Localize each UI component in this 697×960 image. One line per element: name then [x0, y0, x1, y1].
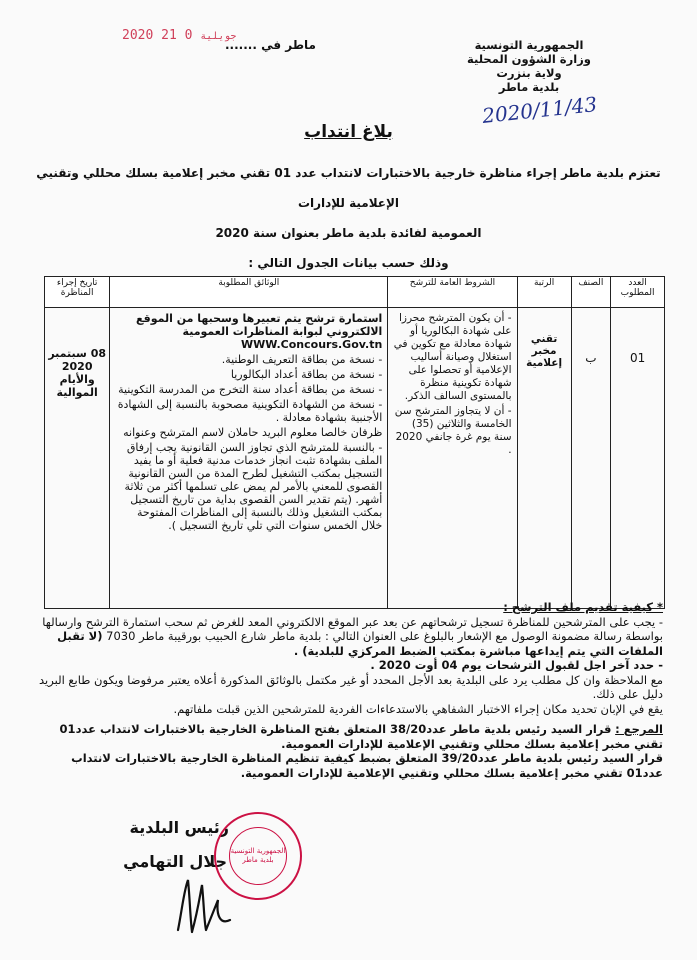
- letterhead: [429, 38, 629, 94]
- municipality-name: بلدية ماطر: [498, 80, 560, 94]
- howto-paragraph-1: - يجب على المترشحين للمناظرة تسجيل ترشحاتهم عن بعد عبر الموقع الالكتروني المعد للغرض ثم سحب استمارة الترشح وارسالها بواسطة رسالة مضمونة الوصول مع الإشعار بالبلوغ على العنوان التالي : بلدية ماطر شارع الحبيب بورقيبة ماطر 7030 (لا تقبل الملفات التي يتم إيداعها مباشرة بمكتب الضبط المركزي للبلدية) .: [42, 614, 663, 658]
- header-category: الصنف: [571, 277, 611, 308]
- ministry-name: وزارة الشؤون المحلية: [467, 52, 591, 66]
- cell-category: ب: [571, 308, 611, 609]
- handwritten-signature: [170, 870, 240, 940]
- application-instructions: [36, 600, 663, 780]
- document-item: - بالنسبة للمترشح الذي تجاوز السن القانونية يجب إرفاق الملف بشهادة تثبت انجاز خدمات مدنية فعلية أو ما يفيد التسجيل بمكتب التشغيل لطرح المدة من السن القانونية القصوى للمعني بالأمر لم يمض على تسلمها أكثر من ثلاثة أشهر. (يتم تقدير السن القصوى بداية من تاريخ التسجيل بمكتب التشغيل وذلك بالنسبة إلى المناظرات المفتوحة خلال الخمس سنوات التي تلي تاريخ التسجيل ).: [124, 441, 383, 532]
- governorate-name: ولاية بنزرت: [496, 66, 562, 80]
- signatory-title: رئيس البلدية: [129, 818, 229, 837]
- table-row: [45, 308, 665, 609]
- page-title: بلاغ انتداب: [304, 122, 393, 142]
- document-item: - نسخة من بطاقة أعداد سنة التخرج من المدرسة التكوينية: [118, 383, 383, 396]
- handwritten-reference: 2020/11/43: [480, 92, 598, 128]
- howto-deadline: - حدد آخر اجل لقبول الترشحات يوم 04 أوت 2020 .: [370, 658, 663, 672]
- cell-documents: [110, 308, 388, 609]
- signatory-name: جلال التهامي: [123, 852, 227, 871]
- document-item: - نسخة من بطاقة التعريف الوطنية.: [221, 353, 383, 366]
- cell-rank: تقني مخبر إعلامية: [517, 308, 571, 609]
- cell-date: 08 سبتمبر 2020 والأيام الموالية: [45, 308, 110, 609]
- table-header-row: [45, 277, 665, 308]
- header-conditions: الشروط العامة للترشح: [388, 277, 517, 308]
- document-item: - نسخة من بطاقة أعداد البكالوريا: [230, 368, 383, 381]
- cell-conditions: [388, 308, 517, 609]
- document-item: ظرفان خالصا معلوم البريد حاملان لاسم المترشح وعنوانه: [123, 426, 383, 439]
- date-stamp-month: جويلية: [200, 31, 237, 42]
- reference-1: المرجع : قرار السيد رئيس بلدية ماطر عدد38/20 المتعلق بفتح المناظرة الخارجية بالاختبارات لانتداب عدد01 تقني مخبر إعلامية بسلك محللي وتقنيي الإعلامية للإدارات العمومية.: [59, 722, 663, 751]
- header-rank: الرتبة: [517, 277, 571, 308]
- intro-line-1: تعتزم بلدية ماطر إجراء مناظرة خارجية بالاختبارات لانتداب عدد 01 تقني مخبر إعلامية بسلك محللي وتقنيي الإعلامية للإدارات: [36, 166, 661, 210]
- place-line: ماطر في .......: [225, 38, 316, 52]
- howto-paragraph-4: يقع في الإبان تحديد مكان إجراء الاختبار الشفاهي بالاستدعاءات الفردية للمترشحين الذين قبلت ملفاتهم.: [173, 701, 663, 716]
- howto-paragraph-3: مع الملاحظة وان كل مطلب يرد على البلدية بعد الأجل المحدد أو غير مكتمل بالوثائق المذكورة أعلاه يعتبر مرفوضا ويكون طابع البريد دليل على ذلك.: [39, 672, 663, 701]
- howto-heading: * كيفية تقديم ملف الترشح :: [503, 600, 663, 614]
- document-item: - نسخة من الشهادة التكوينية مصحوبة بالنسبة إلى الشهادة الأجنبية بشهادة معادلة .: [117, 398, 383, 424]
- intro-line-2: العمومية لفائدة بلدية ماطر بعنوان سنة 2020: [215, 226, 482, 240]
- header-count: العدد المطلوب: [611, 277, 665, 308]
- reference-2: قرار السيد رئيس بلدية ماطر عدد39/20 المتعلق بضبط كيفية تنظيم المناظرة الخارجية بالاختبارات لانتداب عدد01 تقني مخبر إعلامية بسلك محللي وتقنيي الإعلامية للإدارات العمومية.: [71, 751, 663, 780]
- date-stamp-year: 2020: [122, 28, 154, 43]
- condition-item: - أن يكون المترشح محرزا على شهادة البكالوريا أو شهادة معادلة مع تكوين في استغلال وصيانة أساليب الإعلامية أو تحصلوا على شهادة تكوينية منظرة بالمستوى السالف الذكر.: [393, 312, 512, 402]
- date-stamp: [122, 28, 236, 43]
- cell-count: 01: [611, 308, 665, 609]
- seal-text: الجمهورية التونسية بلدية ماطر: [230, 847, 286, 864]
- republic-name: الجمهورية التونسية: [474, 38, 584, 52]
- document-item: استمارة ترشح يتم تعبيرها وسحبها من الموقع الالكتروني لبوابة المناظرات العمومية WWW.Concours.Gov.tn: [135, 312, 383, 351]
- header-date: تاريخ إجراء المناظرة: [45, 277, 110, 308]
- intro-line-3: وذلك حسب بيانات الجدول التالي :: [248, 256, 449, 270]
- condition-item: - أن لا يتجاوز المترشح سن الخامسة والثلاثين (35) سنة يوم غرة جانفي 2020 .: [394, 405, 512, 456]
- recruitment-table: [44, 276, 665, 609]
- date-stamp-day: 0 21: [161, 28, 193, 43]
- header-documents: الوثائق المطلوبة: [110, 277, 388, 308]
- intro-text: [30, 158, 667, 278]
